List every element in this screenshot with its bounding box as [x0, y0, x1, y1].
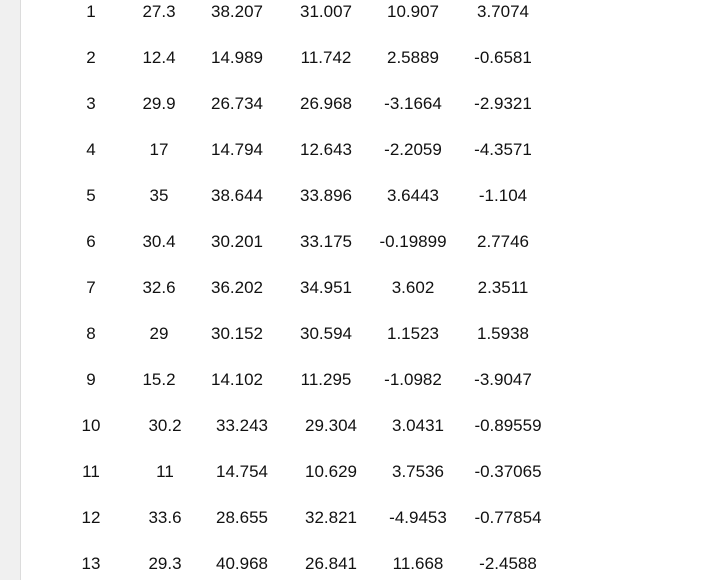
- table-cell: -0.77854: [474, 508, 542, 527]
- table-cell: 12.643: [300, 140, 352, 159]
- table-cell: 3.6443: [387, 186, 439, 205]
- table-cell: -3.1664: [384, 94, 442, 113]
- table-cell: 30.152: [211, 324, 263, 343]
- row-index-cell: 4: [86, 140, 96, 159]
- table-cell: 38.207: [211, 2, 263, 21]
- table-cell: 3.602: [391, 278, 435, 297]
- table-cell: 29: [149, 324, 169, 343]
- table-cell: 14.102: [211, 370, 263, 389]
- row-index-cell: 8: [86, 324, 96, 343]
- table-cell: 3.7074: [477, 2, 529, 21]
- table-cell: 28.655: [216, 508, 268, 527]
- table-cell: 26.734: [211, 94, 263, 113]
- table-cell: -2.9321: [474, 94, 532, 113]
- table-cell: 29.3: [148, 554, 182, 573]
- table-cell: -1.0982: [384, 370, 442, 389]
- row-index-cell: 6: [86, 232, 96, 251]
- table-row: [21, 230, 703, 254]
- row-index-cell: 2: [86, 48, 96, 67]
- table-cell: -2.2059: [384, 140, 442, 159]
- table-cell: 31.007: [300, 2, 352, 21]
- table-cell: 29.9: [142, 94, 176, 113]
- table-cell: 32.6: [142, 278, 176, 297]
- table-row: [21, 322, 703, 346]
- table-cell: -0.19899: [379, 232, 447, 251]
- document-page: [20, 0, 703, 580]
- table-row: [21, 276, 703, 300]
- table-cell: 34.951: [300, 278, 352, 297]
- table-cell: -4.9453: [389, 508, 447, 527]
- table-cell: 33.896: [300, 186, 352, 205]
- table-cell: 11: [156, 462, 174, 481]
- table-cell: 14.754: [216, 462, 268, 481]
- row-index-cell: 5: [86, 186, 96, 205]
- table-cell: 2.7746: [477, 232, 529, 251]
- table-cell: 33.243: [216, 416, 268, 435]
- table-row: [21, 46, 703, 70]
- table-cell: 2.5889: [387, 48, 439, 67]
- table-cell: 27.3: [142, 2, 176, 21]
- table-cell: 15.2: [142, 370, 176, 389]
- table-cell: 1.5938: [477, 324, 529, 343]
- row-index-cell: 13: [81, 554, 101, 573]
- table-row: [21, 552, 703, 576]
- row-index-cell: 9: [86, 370, 96, 389]
- table-row: [21, 138, 703, 162]
- table-cell: 3.7536: [392, 462, 444, 481]
- table-row: [21, 414, 703, 438]
- table-cell: 32.821: [305, 508, 357, 527]
- table-cell: 33.175: [300, 232, 352, 251]
- table-cell: -1.104: [478, 186, 528, 205]
- table-cell: 40.968: [216, 554, 268, 573]
- table-cell: 11.668: [392, 554, 444, 573]
- table-cell: 3.0431: [392, 416, 444, 435]
- table-cell: -0.89559: [474, 416, 542, 435]
- table-cell: -0.6581: [474, 48, 532, 67]
- row-index-cell: 1: [86, 2, 96, 21]
- table-cell: 12.4: [142, 48, 176, 67]
- table-row: [21, 460, 703, 484]
- table-cell: -4.3571: [474, 140, 532, 159]
- table-cell: 29.304: [305, 416, 357, 435]
- row-index-cell: 12: [81, 508, 101, 527]
- table-cell: 36.202: [211, 278, 263, 297]
- row-index-cell: 10: [81, 416, 101, 435]
- table-row: [21, 506, 703, 530]
- table-row: [21, 368, 703, 392]
- table-cell: 38.644: [211, 186, 263, 205]
- table-cell: 2.3511: [477, 278, 529, 297]
- table-cell: 26.841: [305, 554, 357, 573]
- table-cell: 10.629: [305, 462, 357, 481]
- table-cell: 14.794: [211, 140, 263, 159]
- table-cell: 35: [149, 186, 169, 205]
- table-cell: 1.1523: [387, 324, 439, 343]
- table-cell: 26.968: [300, 94, 352, 113]
- table-cell: 17: [149, 140, 169, 159]
- table-cell: 30.2: [148, 416, 182, 435]
- table-cell: 11.742: [300, 48, 352, 67]
- row-index-cell: 11: [82, 462, 100, 481]
- row-index-cell: 3: [86, 94, 96, 113]
- table-cell: 10.907: [387, 2, 439, 21]
- table-row: [21, 0, 703, 24]
- table-row: [21, 92, 703, 116]
- table-cell: -0.37065: [474, 462, 542, 481]
- table-cell: 30.201: [211, 232, 263, 251]
- table-cell: 33.6: [148, 508, 182, 527]
- table-cell: -2.4588: [479, 554, 537, 573]
- table-cell: 30.4: [142, 232, 176, 251]
- table-row: [21, 184, 703, 208]
- table-cell: -3.9047: [474, 370, 532, 389]
- table-cell: 11.295: [300, 370, 352, 389]
- table-cell: 14.989: [211, 48, 263, 67]
- row-index-cell: 7: [86, 278, 96, 297]
- table-cell: 30.594: [300, 324, 352, 343]
